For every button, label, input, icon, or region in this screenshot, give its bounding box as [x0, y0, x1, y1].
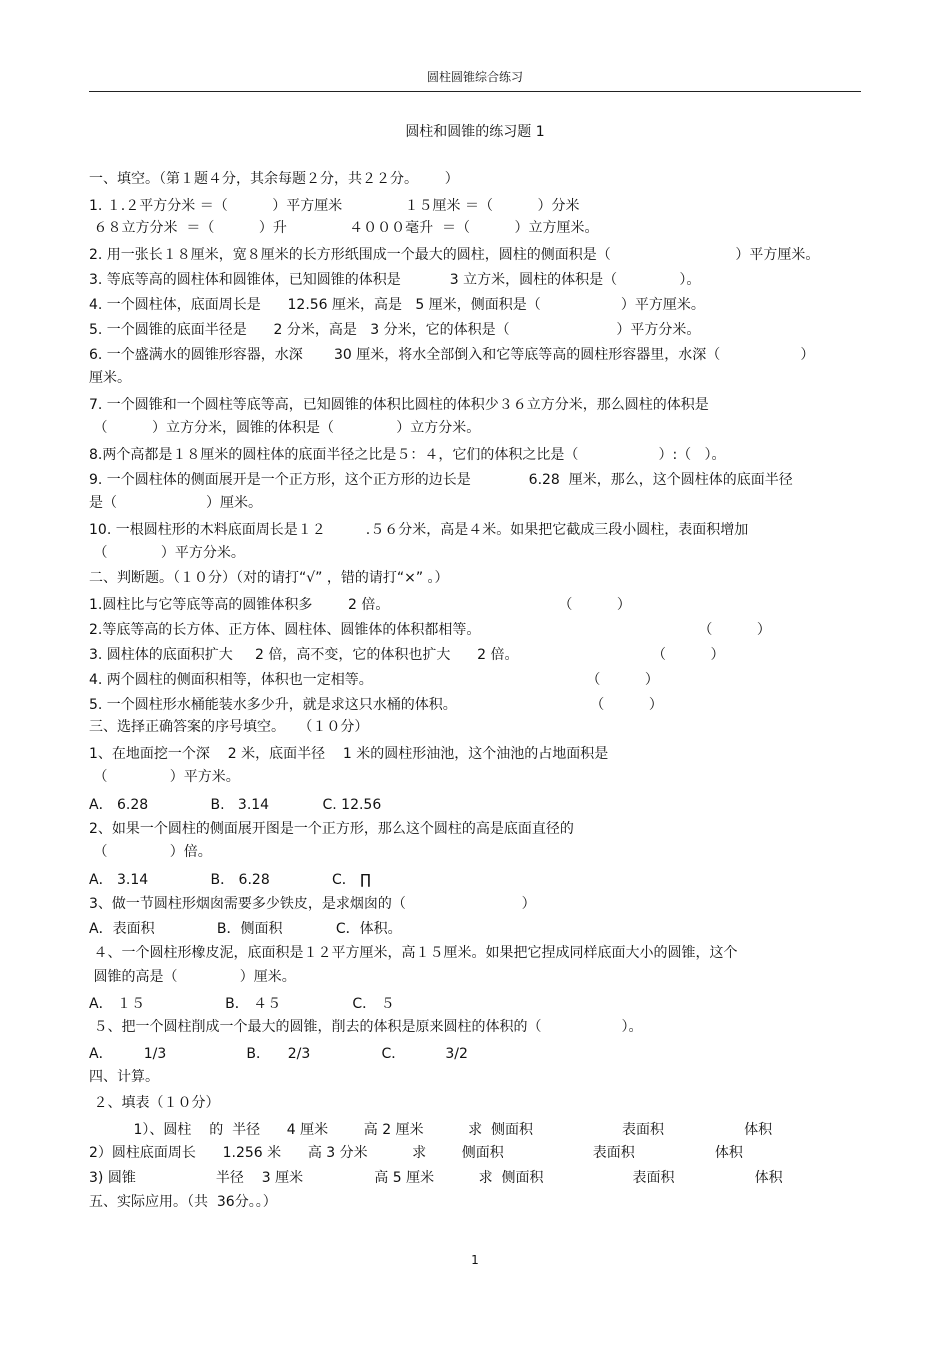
- text-line: A． １５ B． ４５ C． ５: [89, 996, 395, 1012]
- text-line: 3. 等底等高的圆柱体和圆锥体，已知圆锥的体积是 3 立方米，圆柱的体积是（ ）。: [89, 272, 701, 288]
- text-line: 9. 一个圆柱体的侧面展开是一个正方形，这个正方形的边长是 6.28 厘米，那么，这个圆柱体的底面半径: [89, 472, 793, 488]
- text-line: 10. 一根圆柱形的木料底面周长是１２ .５６分米，高是４米。如果把它截成三段小圆柱，表面积增加: [89, 522, 749, 538]
- section-heading: 三、选择正确答案的序号填空。 （１０分）: [89, 719, 369, 735]
- section-heading: 一、填空。（第１题４分，其余每题２分，共２２分。 ）: [89, 171, 459, 187]
- text-line: 8.两个高都是１８厘米的圆柱体的底面半径之比是５：４，它们的体积之比是（ ）:（ ）。: [89, 447, 726, 463]
- section-heading: 二、判断题。（１０分）（对的请打“√” ，错的请打“×” 。）: [89, 570, 449, 586]
- text-line: 1、在地面挖一个深 2 米，底面半径 1 米的圆柱形油池，这个油池的占地面积是: [89, 746, 609, 762]
- text-line: ６８立方分米 ＝（ ）升 ４０００毫升 ＝（ ）立方厘米。: [89, 220, 599, 236]
- text-line: （ ）倍。: [89, 844, 212, 860]
- text-line: 3) 圆锥 半径 3 厘米 高 5 厘米 求 侧面积 表面积 体积: [89, 1170, 783, 1186]
- text-line: 2、如果一个圆柱的侧面展开图是一个正方形，那么这个圆柱的高是底面直径的: [89, 821, 574, 837]
- text-line: 4. 两个圆柱的侧面积相等，体积也一定相等。 （ ）: [89, 672, 659, 688]
- page-number: 1: [471, 1253, 479, 1267]
- text-line: 6. 一个盛满水的圆锥形容器，水深 30 厘米，将水全部倒入和它等底等高的圆柱形容器里，水深（ ）: [89, 347, 815, 363]
- text-line: ２、填表（１０分）: [89, 1095, 220, 1111]
- text-line: 5. 一个圆锥的底面半径是 2 分米，高是 3 分米，它的体积是（ ）平方分米。: [89, 322, 701, 338]
- text-line: 1）、圆柱 的 半径 4 厘米 高 2 厘米 求 侧面积 表面积 体积: [89, 1122, 773, 1138]
- running-header: 圆柱圆锥综合练习: [426, 70, 523, 84]
- text-line: 2. 用一张长１８厘米，宽８厘米的长方形纸围成一个最大的圆柱，圆柱的侧面积是（ ）平方厘米。: [89, 247, 820, 263]
- text-line: （ ）平方米。: [89, 769, 240, 785]
- text-line: 1.圆柱比与它等底等高的圆锥体积多 2 倍。 （ ）: [89, 597, 631, 613]
- text-line: 2.等底等高的长方体、正方体、圆柱体、圆锥体的体积都相等。 （ ）: [89, 622, 771, 638]
- text-line: 5. 一个圆柱形水桶能装水多少升，就是求这只水桶的体积。 （ ）: [89, 697, 663, 713]
- text-line: A．表面积 B．侧面积 C．体积。: [89, 921, 402, 937]
- text-line: 3、做一节圆柱形烟囱需要多少铁皮，是求烟囱的（ ）: [89, 896, 536, 912]
- text-line: 4. 一个圆柱体，底面周长是 12.56 厘米，高是 5 厘米，侧面积是（ ）平方厘米。: [89, 297, 705, 313]
- section-heading: 五、实际应用。（共 36分。。）: [89, 1194, 277, 1210]
- text-line: （ ）立方分米，圆锥的体积是（ ）立方分米。: [89, 420, 481, 436]
- text-line: 2）圆柱底面周长 1.256 米 高 3 分米 求 侧面积 表面积 体积: [89, 1145, 743, 1161]
- section-heading: 四、计算。: [89, 1069, 159, 1085]
- text-line: A． 3.14 B． 6.28 C． ∏: [89, 872, 371, 888]
- page-title: 圆柱和圆锥的练习题 1: [405, 124, 545, 140]
- text-line: 3. 圆柱体的底面积扩大 2 倍，高不变，它的体积也扩大 2 倍。 （ ）: [89, 647, 725, 663]
- text-line: 圆锥的高是（ ）厘米。: [89, 969, 296, 985]
- text-line: ５、把一个圆柱削成一个最大的圆锥，削去的体积是原来圆柱的体积的（ ）。: [89, 1019, 643, 1035]
- header-rule: [89, 91, 861, 92]
- text-line: 1. １.２平方分米 ＝（ ）平方厘米 １５厘米 ＝（ ）分米: [89, 198, 580, 214]
- text-line: （ ）平方分米。: [89, 545, 245, 561]
- text-line: 厘米。: [89, 370, 131, 386]
- text-line: ４、一个圆柱形橡皮泥，底面积是１２平方厘米，高１５厘米。如果把它捏成同样底面大小的圆锥，这个: [89, 945, 738, 961]
- text-line: A． 1/3 B． 2/3 C． 3/2: [89, 1046, 468, 1062]
- text-line: 7. 一个圆锥和一个圆柱等底等高，已知圆锥的体积比圆柱的体积少３６立方分米，那么圆柱的体积是: [89, 397, 709, 413]
- text-line: 是（ ）厘米。: [89, 495, 263, 511]
- text-line: A． 6.28 B. 3.14 C. 12.56: [89, 797, 382, 813]
